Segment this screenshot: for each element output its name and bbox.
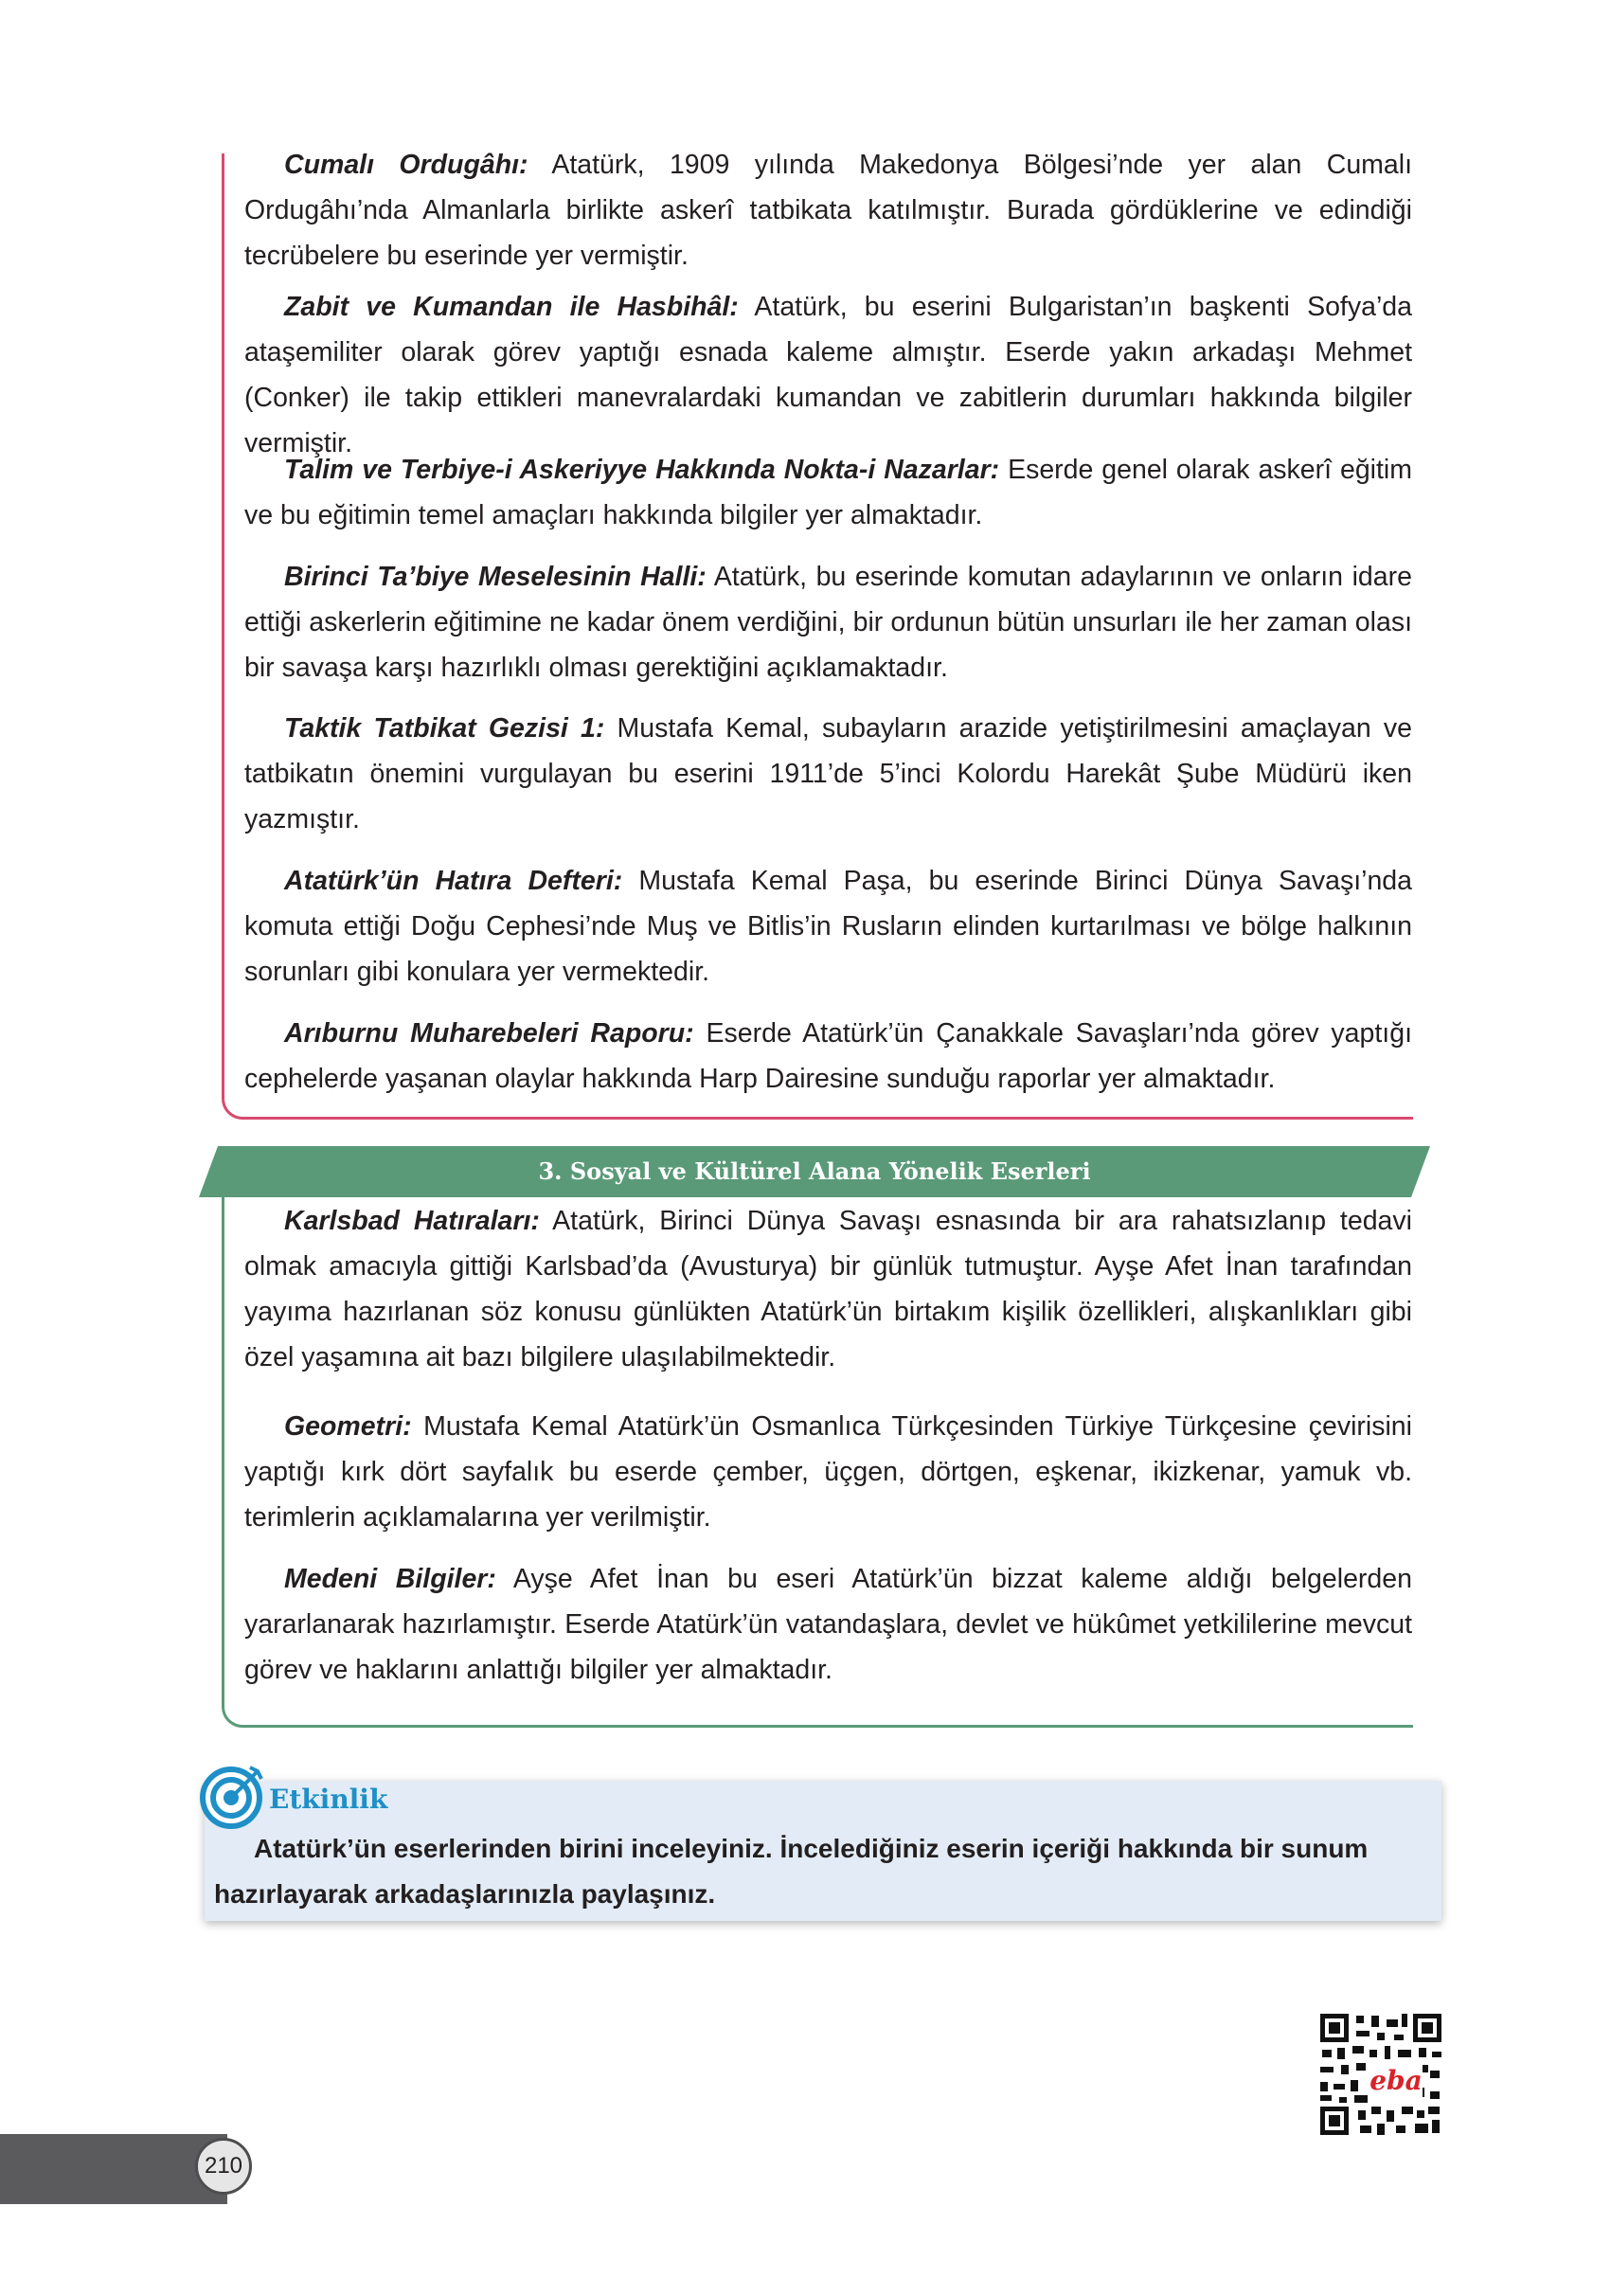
work-description: Mustafa Kemal Paşa, bu eserinde Birinci Dünya Savaşı’nda komuta ettiği Doğu Cephesi’nde Muş ve Bitlis’in Rusların elinden kurtarılması ve bölge halkının sorunları gibi konulara yer vermektedir. [244,866,1412,987]
work-description: Mustafa Kemal, subayların arazide yetiştirilmesini amaçlayan ve tatbikatın önemini vurgulayan bu eserini 1911’de 5’inci Kolordu Harekât Şube Müdürü iken yazmıştır. [244,713,1412,834]
work-title: Cumalı Ordugâhı: [284,150,528,180]
eba-logo: eba [1369,2065,1423,2096]
work-entry [244,858,1412,995]
work-entry [244,447,1412,538]
section-heading: 3. Sosyal ve Kültürel Alana Yönelik Eserleri [538,1157,1091,1185]
work-title: Birinci Ta’biye Meselesinin Halli: [284,562,707,592]
work-entry [244,284,1412,466]
work-entry [244,706,1412,842]
work-title: Geometri: [284,1411,412,1442]
target-icon [195,1758,271,1834]
work-entry [244,554,1412,691]
work-description: Atatürk, Birinci Dünya Savaşı esnasında bir ara rahatsızlanıp tedavi olmak amacıyla gittiği Karlsbad’da (Avusturya) bir günlük tutmuştur. Ayşe Afet İnan tarafından yayıma hazırlanan söz konusu günlükten Atatürk’ün birtakım kişilik özellikleri, alışkanlıkları gibi özel yaşamına ait bazı bilgilere ulaşılabilmektedir. [244,1206,1412,1372]
section-heading-banner [199,1146,1430,1197]
page-number: 210 [195,2138,252,2195]
work-entry [244,142,1412,278]
activity-title: Etkinlik [269,1784,388,1815]
work-description: Eserde Atatürk’ün Çanakkale Savaşları’nda görev yaptığı cephelerde yaşanan olaylar hakkında Harp Dairesine sunduğu raporlar yer almaktadır. [244,1018,1412,1094]
work-description: Atatürk, bu eserinde komutan adaylarının ve onların idare ettiği askerlerin eğitimine ne kadar önem verdiğini, bir ordunun bütün unsurları ile her zaman olası bir savaşa karşı hazırlıklı olması gerektiğini açıklamaktadır. [244,562,1412,683]
work-description: Ayşe Afet İnan bu eseri Atatürk’ün bizzat kaleme aldığı belgelerden yararlanarak hazırlamıştır. Eserde Atatürk’ün vatandaşlara, devlet ve hükûmet yetkililerine mevcut görev ve haklarını anlattığı bilgiler yer almaktadır. [244,1564,1412,1685]
work-title: Karlsbad Hatıraları: [284,1206,540,1236]
work-title: Arıburnu Muharebeleri Raporu: [284,1018,694,1049]
work-entry [244,1556,1412,1693]
work-title: Talim ve Terbiye-i Askeriyye Hakkında Nokta-i Nazarlar: [284,455,1000,485]
work-entry [244,1198,1412,1380]
work-description: Atatürk, bu eserini Bulgaristan’ın başkenti Sofya’da ataşemiliter olarak görev yaptığı esnada kaleme almıştır. Eserde yakın arkadaşı Mehmet (Conker) ile takip ettikleri manevralardaki kumandan ve zabitlerin durumları hakkında bilgiler vermiştir. [244,292,1412,458]
work-title: Atatürk’ün Hatıra Defteri: [284,866,623,896]
work-title: Medeni Bilgiler: [284,1564,496,1594]
activity-text: Atatürk’ün eserlerinden birini inceleyiniz. İncelediğiniz eserin içeriği hakkında bir sunum hazırlayarak arkadaşlarınızla paylaşınız. [214,1834,1369,1909]
qr-code-icon [1318,2012,1443,2137]
work-description: Eserde genel olarak askerî eğitim ve bu eğitimin temel amaçları hakkında bilgiler yer almaktadır. [244,455,1412,530]
work-description: Mustafa Kemal Atatürk’ün Osmanlıca Türkçesinden Türkiye Türkçesine çevirisini yaptığı kırk dört sayfalık bu eserde çember, üçgen, dörtgen, eşkenar, ikizkenar, yamuk vb. terimlerin açıklamalarına yer verilmiştir. [244,1411,1412,1533]
work-title: Zabit ve Kumandan ile Hasbihâl: [284,292,739,322]
footer-bar [0,2134,227,2204]
work-description: Atatürk, 1909 yılında Makedonya Bölgesi’nde yer alan Cumalı Ordugâhı’nda Almanlarla birlikte askerî tatbikata katılmıştır. Burada gördüklerine ve edindiği tecrübelere bu eserinde yer vermiştir. [244,150,1413,271]
work-title: Taktik Tatbikat Gezisi 1: [284,713,605,744]
work-entry [244,1011,1412,1102]
work-entry [244,1404,1412,1540]
